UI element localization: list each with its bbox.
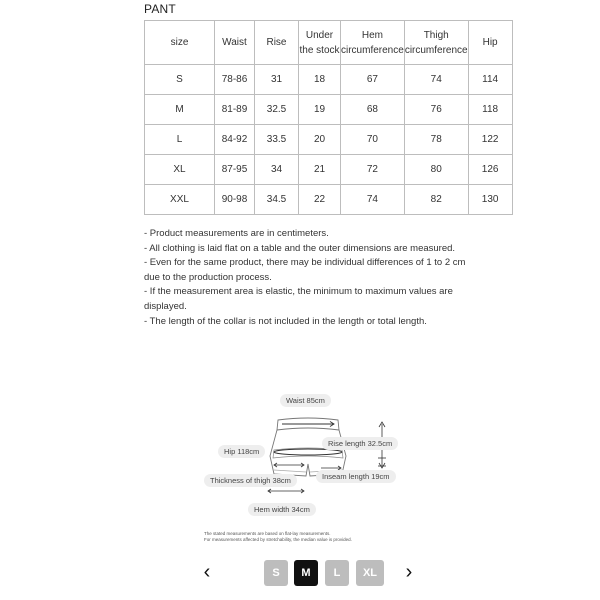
table-cell: 126 [468, 155, 512, 185]
table-cell: 130 [468, 185, 512, 215]
table-row [145, 155, 513, 185]
table-cell: 84-92 [215, 125, 255, 155]
table-cell: 19 [299, 95, 341, 125]
hem-label: Hem width 34cm [248, 503, 316, 516]
header-hem-line-1: Hem [361, 29, 383, 41]
header-thigh-circumference [404, 21, 468, 65]
measurement-notes [144, 227, 474, 329]
size-chart-table [144, 20, 513, 215]
table-cell: 81-89 [215, 95, 255, 125]
table-row [145, 185, 513, 215]
table-cell: 20 [299, 125, 341, 155]
table-cell: 21 [299, 155, 341, 185]
table-cell: 87-95 [215, 155, 255, 185]
table-cell: 18 [299, 65, 341, 95]
table-cell: 22 [299, 185, 341, 215]
chevron-right-icon[interactable]: › [405, 561, 413, 583]
table-cell: XL [145, 155, 215, 185]
measurement-diagram [196, 386, 416, 524]
note-item: - If the measurement area is elastic, the minimum to maximum values are displayed. [144, 286, 453, 312]
header-rise: Rise [255, 21, 299, 65]
inseam-label: Inseam length 19cm [316, 470, 396, 483]
note-item: - All clothing is laid flat on a table and the outer dimensions are measured. [144, 242, 456, 254]
table-cell: 78 [404, 125, 468, 155]
table-cell: L [145, 125, 215, 155]
size-option-s[interactable]: S [264, 560, 288, 586]
table-cell: 122 [468, 125, 512, 155]
header-under-line-1: Under [305, 29, 334, 41]
note-item: - Even for the same product, there may be individual differences of 1 to 2 cm due to the production process. [144, 257, 466, 283]
note-item: - The length of the collar is not included in the length or total length. [144, 315, 427, 327]
fineprint [204, 531, 352, 543]
fineprint-line: The stated measurements are based on flat-lay measurements. [204, 531, 331, 536]
table-cell: 34.5 [255, 185, 299, 215]
size-option-m[interactable]: M [294, 560, 318, 586]
size-option-xl[interactable]: XL [356, 560, 384, 586]
table-cell: S [145, 65, 215, 95]
header-under-line-2: the stock [299, 44, 340, 56]
table-cell: 74 [341, 185, 405, 215]
table-cell: 114 [468, 65, 512, 95]
thigh-label: Thickness of thigh 38cm [204, 474, 297, 487]
table-row [145, 65, 513, 95]
table-cell: 74 [404, 65, 468, 95]
table-cell: 90-98 [215, 185, 255, 215]
table-cell: XXL [145, 185, 215, 215]
table-cell: 32.5 [255, 95, 299, 125]
table-row [145, 125, 513, 155]
table-cell: 33.5 [255, 125, 299, 155]
table-header-row [145, 21, 513, 65]
note-item: - Product measurements are in centimeters. [144, 228, 329, 239]
header-hem-circumference [341, 21, 405, 65]
table-cell: 68 [341, 95, 405, 125]
table-cell: 82 [404, 185, 468, 215]
table-cell: 72 [341, 155, 405, 185]
table-cell: 78-86 [215, 65, 255, 95]
header-under-the-stock [299, 21, 341, 65]
table-row [145, 95, 513, 125]
table-cell: 34 [255, 155, 299, 185]
table-cell: M [145, 95, 215, 125]
rise-label: Rise length 32.5cm [322, 437, 398, 450]
table-cell: 76 [404, 95, 468, 125]
fineprint-line: For measurements affected by stretchability, the median value is provided. [204, 537, 352, 542]
table-cell: 80 [404, 155, 468, 185]
header-waist: Waist [215, 21, 255, 65]
header-hem-line-2: circumference [341, 44, 404, 56]
chevron-left-icon[interactable]: ‹ [203, 561, 211, 583]
header-size: size [145, 21, 215, 65]
table-cell: 31 [255, 65, 299, 95]
table-cell: 118 [468, 95, 512, 125]
hip-label: Hip 118cm [218, 445, 265, 458]
table-cell: 67 [341, 65, 405, 95]
section-title: PANT [144, 2, 176, 16]
table-cell: 70 [341, 125, 405, 155]
size-option-l[interactable]: L [325, 560, 349, 586]
header-thigh-line-2: circumference [404, 44, 468, 56]
header-thigh-line-1: Thigh [423, 29, 449, 41]
waist-label: Waist 85cm [280, 394, 331, 407]
header-hip: Hip [468, 21, 512, 65]
